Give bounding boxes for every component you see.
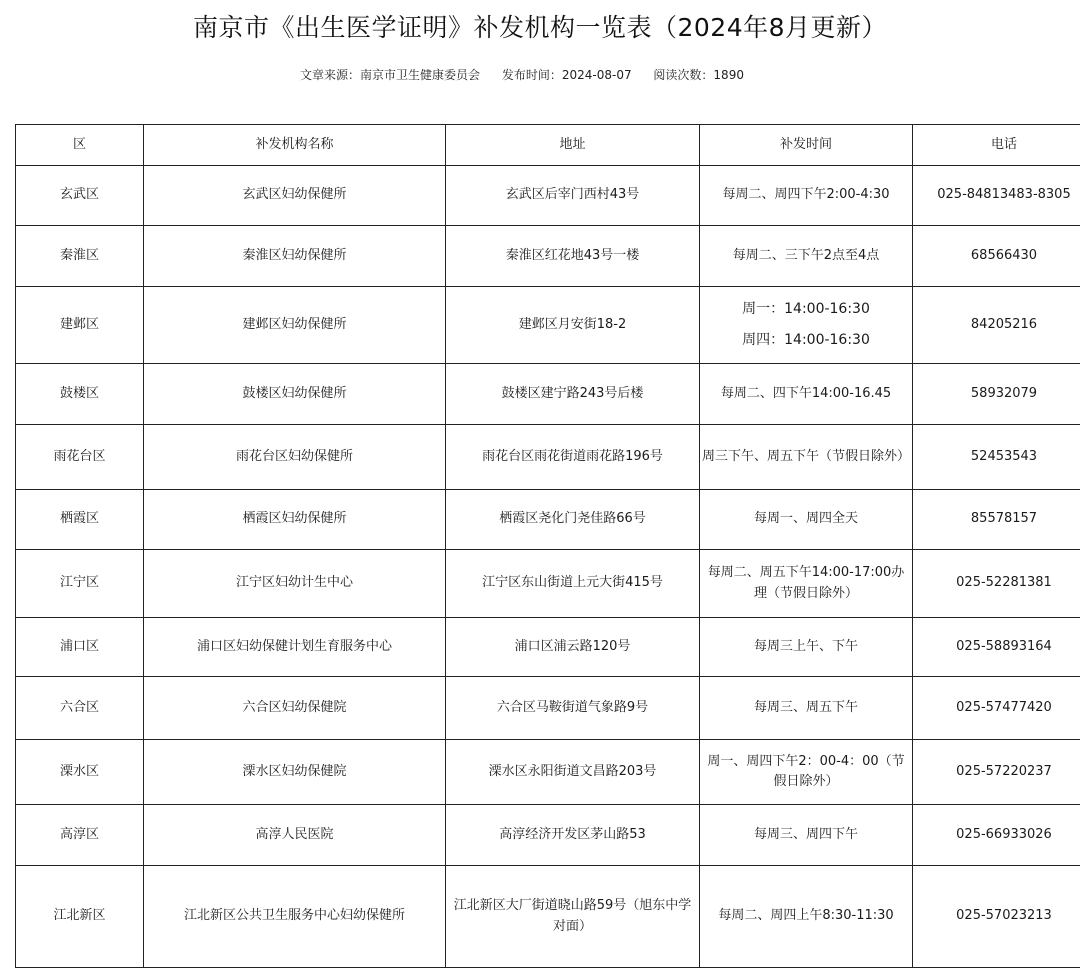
table-row [16, 425, 1080, 490]
time-cell: 每周三、周五下午 [700, 677, 913, 740]
district-cell: 秦淮区 [16, 226, 144, 287]
phone-cell: 68566430 [913, 226, 1080, 287]
district-cell: 玄武区 [16, 166, 144, 226]
table-row [16, 740, 1080, 805]
time-cell: 每周二、四下午14:00-16.45 [700, 364, 913, 425]
address-cell: 浦口区浦云路120号 [446, 618, 700, 677]
time-cell: 周一、周四下午2：00-4：00（节假日除外） [700, 740, 913, 805]
header-org: 补发机构名称 [144, 125, 446, 166]
phone-cell: 58932079 [913, 364, 1080, 425]
district-cell: 建邺区 [16, 287, 144, 364]
district-cell: 江宁区 [16, 550, 144, 618]
table-row [16, 805, 1080, 866]
table-row [16, 226, 1080, 287]
org-cell: 栖霞区妇幼保健所 [144, 490, 446, 550]
address-cell: 秦淮区红花地43号一楼 [446, 226, 700, 287]
address-cell: 玄武区后宰门西村43号 [446, 166, 700, 226]
phone-cell: 025-58893164 [913, 618, 1080, 677]
time-cell: 每周二、周四上午8:30-11:30 [700, 866, 913, 968]
view-count: 阅读次数：1890 [653, 68, 744, 82]
district-cell: 雨花台区 [16, 425, 144, 490]
address-cell: 六合区马鞍街道气象路9号 [446, 677, 700, 740]
table-row [16, 677, 1080, 740]
time-cell [700, 287, 913, 364]
org-cell: 高淳人民医院 [144, 805, 446, 866]
org-cell: 江宁区妇幼计生中心 [144, 550, 446, 618]
time-cell: 每周二、三下午2点至4点 [700, 226, 913, 287]
phone-cell: 025-57023213 [913, 866, 1080, 968]
table-row [16, 550, 1080, 618]
time-line: 周一：14:00-16:30 [702, 301, 910, 318]
institution-table [15, 124, 1080, 968]
org-cell: 玄武区妇幼保健所 [144, 166, 446, 226]
publish-date: 发布时间：2024-08-07 [502, 68, 632, 82]
header-time: 补发时间 [700, 125, 913, 166]
time-cell: 每周二、周四下午2:00-4:30 [700, 166, 913, 226]
table-row [16, 618, 1080, 677]
header-phone: 电话 [913, 125, 1080, 166]
org-cell: 浦口区妇幼保健计划生育服务中心 [144, 618, 446, 677]
org-cell: 江北新区公共卫生服务中心妇幼保健所 [144, 866, 446, 968]
address-cell: 雨花台区雨花街道雨花路196号 [446, 425, 700, 490]
time-cell: 每周一、周四全天 [700, 490, 913, 550]
table-row [16, 364, 1080, 425]
phone-cell: 025-57477420 [913, 677, 1080, 740]
phone-cell: 025-84813483-8305 [913, 166, 1080, 226]
table-row [16, 490, 1080, 550]
table-header-row [16, 125, 1080, 166]
district-cell: 浦口区 [16, 618, 144, 677]
table-row [16, 166, 1080, 226]
address-cell: 栖霞区尧化门尧佳路66号 [446, 490, 700, 550]
address-cell: 建邺区月安街18-2 [446, 287, 700, 364]
phone-cell: 52453543 [913, 425, 1080, 490]
time-cell: 每周三上午、下午 [700, 618, 913, 677]
phone-cell: 025-57220237 [913, 740, 1080, 805]
article-meta [300, 66, 762, 83]
phone-cell: 84205216 [913, 287, 1080, 364]
header-district: 区 [16, 125, 144, 166]
org-cell: 秦淮区妇幼保健所 [144, 226, 446, 287]
table-row [16, 866, 1080, 968]
org-cell: 鼓楼区妇幼保健所 [144, 364, 446, 425]
header-address: 地址 [446, 125, 700, 166]
address-cell: 江宁区东山街道上元大街415号 [446, 550, 700, 618]
address-cell: 高淳经济开发区茅山路53 [446, 805, 700, 866]
address-cell: 江北新区大厂街道晓山路59号（旭东中学对面） [446, 866, 700, 968]
address-cell: 鼓楼区建宁路243号后楼 [446, 364, 700, 425]
article-source: 文章来源：南京市卫生健康委员会 [300, 68, 480, 82]
time-cell: 周三下午、周五下午（节假日除外） [700, 425, 913, 490]
phone-cell: 025-52281381 [913, 550, 1080, 618]
district-cell: 栖霞区 [16, 490, 144, 550]
district-cell: 高淳区 [16, 805, 144, 866]
phone-cell: 025-66933026 [913, 805, 1080, 866]
time-cell: 每周二、周五下午14:00-17:00办理（节假日除外） [700, 550, 913, 618]
org-cell: 溧水区妇幼保健院 [144, 740, 446, 805]
org-cell: 六合区妇幼保健院 [144, 677, 446, 740]
district-cell: 溧水区 [16, 740, 144, 805]
page-title: 南京市《出生医学证明》补发机构一览表（2024年8月更新） [0, 8, 1080, 44]
org-cell: 建邺区妇幼保健所 [144, 287, 446, 364]
district-cell: 六合区 [16, 677, 144, 740]
district-cell: 鼓楼区 [16, 364, 144, 425]
time-cell: 每周三、周四下午 [700, 805, 913, 866]
org-cell: 雨花台区妇幼保健所 [144, 425, 446, 490]
time-line: 周四：14:00-16:30 [702, 332, 910, 349]
phone-cell: 85578157 [913, 490, 1080, 550]
address-cell: 溧水区永阳街道文昌路203号 [446, 740, 700, 805]
table-row [16, 287, 1080, 364]
district-cell: 江北新区 [16, 866, 144, 968]
